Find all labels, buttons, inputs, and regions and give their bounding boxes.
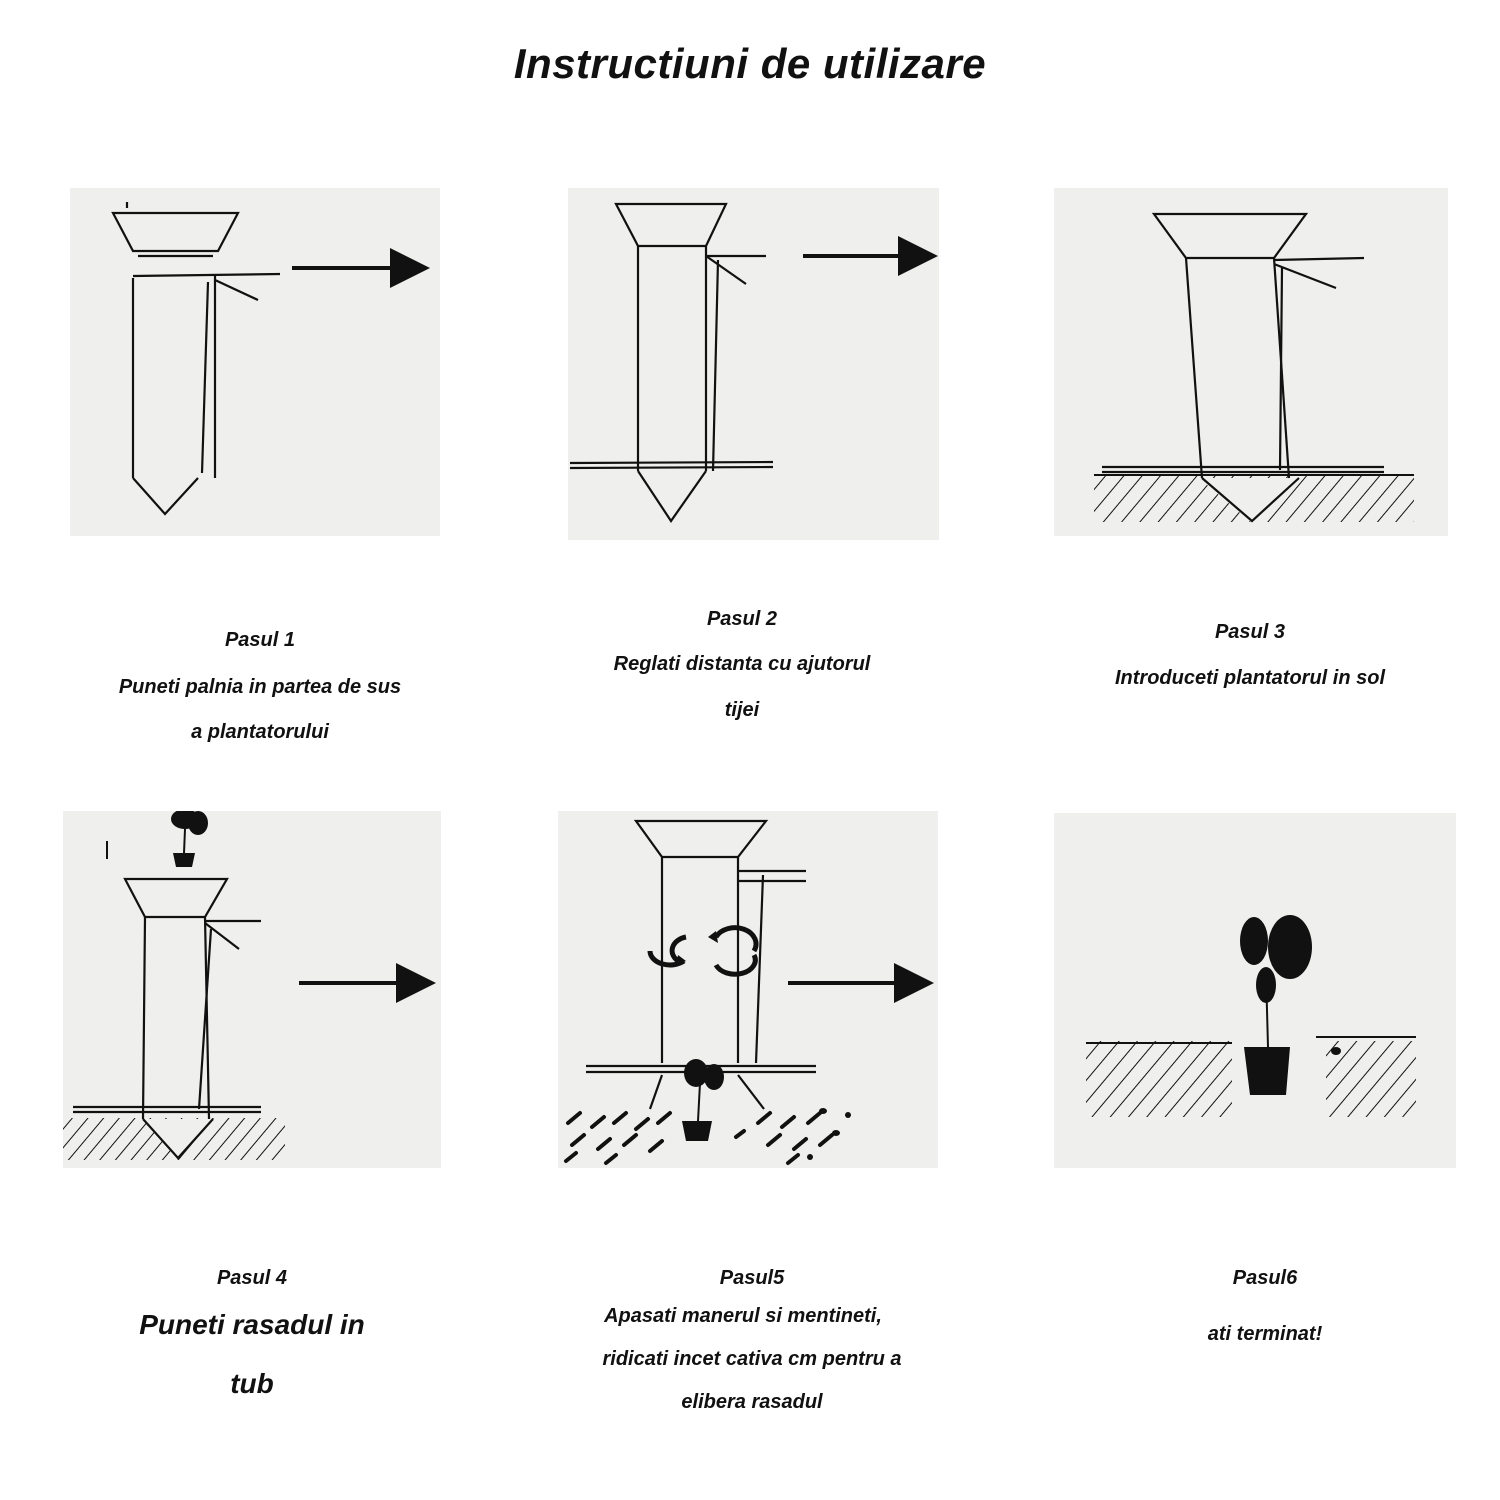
step-6-caption	[1045, 0, 1485, 1500]
step-3-label: Pasul 3	[1214, 621, 1286, 643]
step-2-label: Pasul 2	[706, 608, 778, 630]
page-title: Instructiuni de utilizare	[513, 40, 987, 87]
step-1-label: Pasul 1	[224, 629, 296, 651]
step-5-text-line-3: elibera rasadul	[681, 1391, 823, 1413]
step-6-text-line-1: ati terminat!	[1207, 1323, 1323, 1345]
step-5-text-line-2: ridicati incet cativa cm pentru a	[602, 1348, 902, 1370]
step-5-caption	[532, 0, 972, 1500]
step-4-text-line-1: Puneti rasadul in	[139, 1309, 365, 1340]
step-5-text-line-1: Apasati manerul si mentineti,	[604, 1305, 882, 1327]
step-1-text-line-1: Puneti palnia in partea de sus	[118, 676, 402, 698]
step-6-label: Pasul6	[1232, 1267, 1298, 1289]
step-4-label: Pasul 4	[216, 1267, 288, 1289]
step-3-text-line-1: Introduceti plantatorul in sol	[1115, 667, 1385, 689]
step-4-caption	[32, 0, 472, 1500]
step-2-text-line-1: Reglati distanta cu ajutorul	[613, 653, 871, 675]
step-2-text-line-2: tijei	[724, 699, 760, 721]
step-5-label: Pasul5	[719, 1267, 785, 1289]
step-4-text-line-2: tub	[230, 1368, 274, 1399]
step-1-text-line-2: a plantatorului	[191, 721, 329, 743]
